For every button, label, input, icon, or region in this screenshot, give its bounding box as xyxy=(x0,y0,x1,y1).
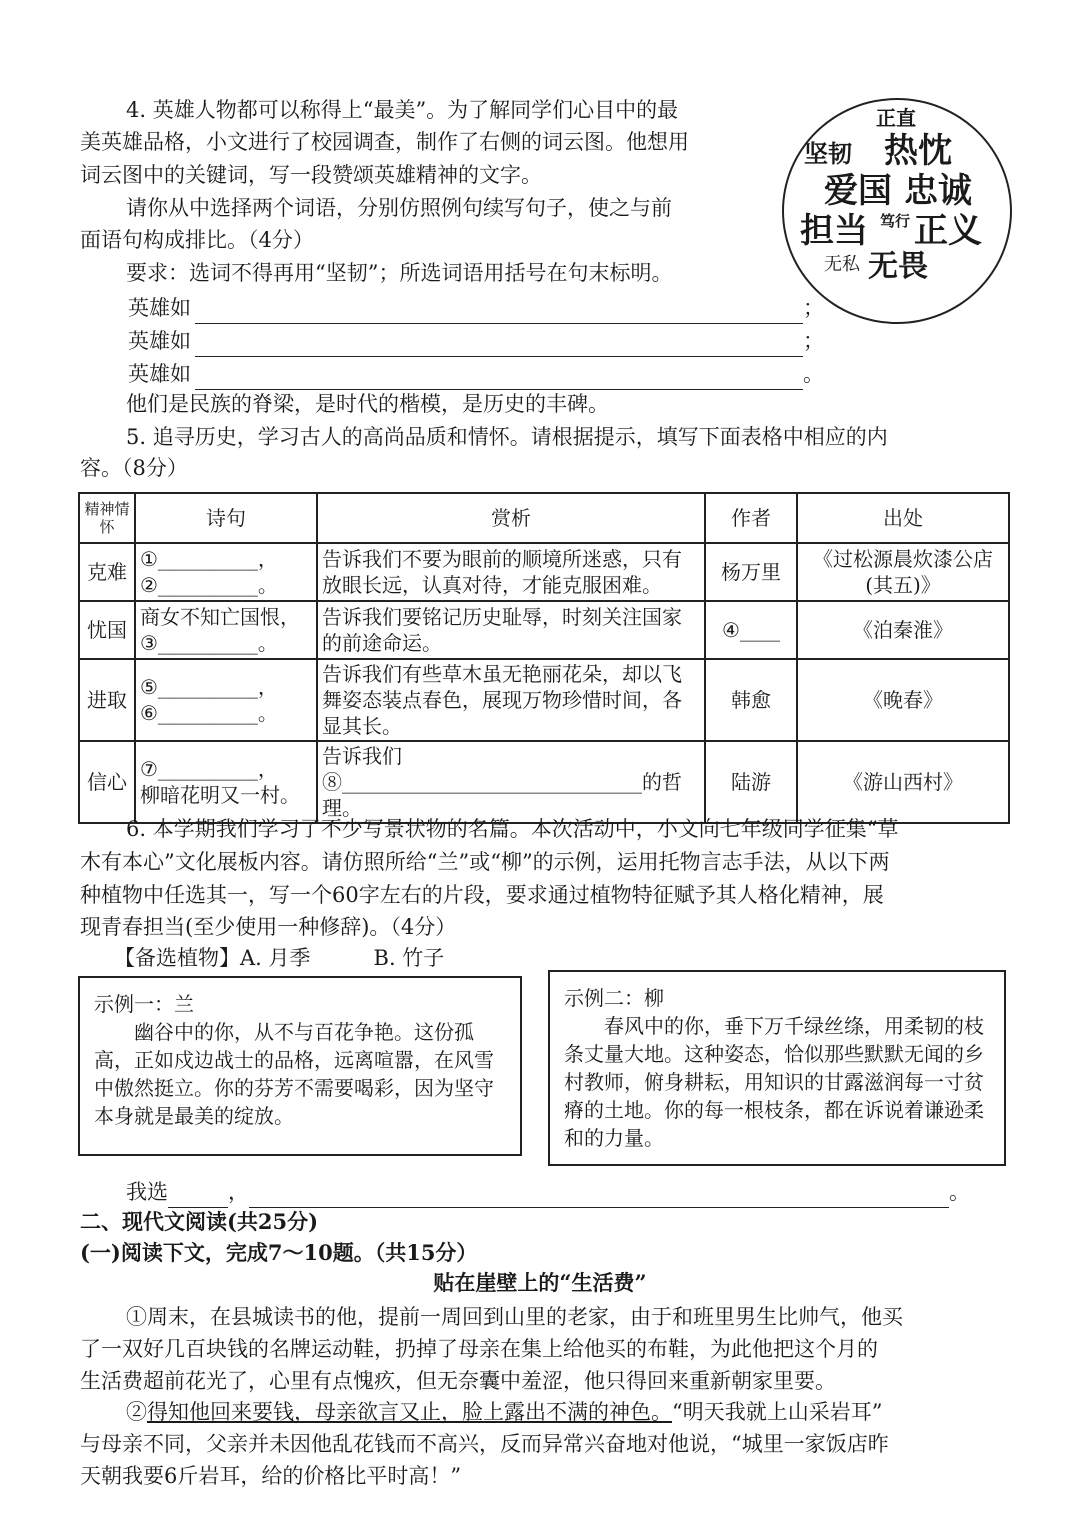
q4-line: 词云图中的关键词，写一段赞颂英雄精神的文字。 xyxy=(80,163,542,187)
cloud-word: 热忱 xyxy=(884,131,952,171)
header-author: 作者 xyxy=(705,493,797,543)
cloud-word: 坚韧 xyxy=(804,139,852,168)
cloud-word: 无私 xyxy=(824,254,860,275)
cloud-word: 正义 xyxy=(914,211,982,251)
header-analysis: 赏析 xyxy=(317,493,705,543)
q6-line: 6. 本学期我们学习了不少写景状物的名篇。本次活动中，小文向七年级同学征集“草 xyxy=(126,817,899,841)
q4-line: 面语句构成排比。（4分） xyxy=(80,228,314,252)
q6-line: 木有本心”文化展板内容。请仿照所给“兰”或“柳”的示例，运用托物言志手法，从以下两 xyxy=(80,850,890,874)
article-line: 天朝我要6斤岩耳，给的价格比平时高！” xyxy=(80,1464,462,1488)
article-line: ①周末，在县城读书的他，提前一周回到山里的老家，由于和班里男生比帅气，他买 xyxy=(126,1305,903,1329)
q4-requirement: 要求：选词不得再用“坚韧”；所选词语用括号在句末标明。 xyxy=(126,261,673,285)
table-row: 忧国 商女不知亡国恨， ③__________。 告诉我们要铭记历史耻辱，时刻关注国家的前途命运。 ④____ 《泊秦淮》 xyxy=(79,601,1009,659)
table-row: 信心 ⑦__________， 柳暗花明又一村。 告诉我们⑧______________________________的哲理。 陆游 《游山西村》 xyxy=(79,741,1009,823)
example-text: 幽谷中的你，从不与百花争艳。这份孤高，正如戍边战士的品格，远离喧嚣，在风雪中傲然挺立。你的芬芳不需要喝彩，因为坚守本身就是最美的绽放。 xyxy=(94,1020,494,1128)
q6-line: 现青春担当(至少使用一种修辞)。（4分） xyxy=(80,915,457,939)
example-box-2 xyxy=(548,970,1006,1166)
table-row: 进取 ⑤__________， ⑥__________。 告诉我们有些草木虽无艳丽花朵，却以飞舞姿态装点春色，展现万物珍惜时间，各显其长。 韩愈 《晚春》 xyxy=(79,659,1009,741)
q4-line: 请你从中选择两个词语，分别仿照例句续写句子，使之与前 xyxy=(126,196,672,220)
header-poem: 诗句 xyxy=(135,493,317,543)
q5-line: 5. 追寻历史，学习古人的高尚品质和情怀。请根据提示，填写下面表格中相应的内 xyxy=(126,425,888,449)
cloud-word: 正直 xyxy=(876,106,916,130)
cloud-word: 笃行 xyxy=(880,212,911,230)
answer-line-1[interactable]: 英雄如 ； xyxy=(128,292,828,324)
cloud-word: 担当 xyxy=(800,211,868,251)
header-source: 出处 xyxy=(797,493,1009,543)
article-line: 与母亲不同，父亲并未因他乱花钱而不高兴，反而异常兴奋地对他说，“城里一家饭店昨 xyxy=(80,1432,889,1456)
q6-line: 种植物中任选其一，写一个60字左右的片段，要求通过植物特征赋予其人格化精神，展 xyxy=(80,883,884,907)
poetry-table xyxy=(78,492,1010,824)
article-line: ②得知他回来要钱，母亲欲言又止，脸上露出不满的神色。“明天我就上山采岩耳” xyxy=(126,1400,883,1424)
example-text: 春风中的你，垂下万千绿丝绦，用柔韧的枝条丈量大地。这种姿态，恰似那些默默无闻的乡村教师，俯身耕耘，用知识的甘露滋润每一寸贫瘠的土地。你的每一根枝条，都在诉说着谦逊柔和的力量。 xyxy=(564,1014,984,1150)
q6-answer-line[interactable]: 我选 ， 。 xyxy=(126,1176,986,1208)
section-heading: 二、现代文阅读(共25分) xyxy=(80,1209,319,1234)
cloud-word: 无畏 xyxy=(868,249,928,284)
q4-closing: 他们是民族的脊梁，是时代的楷模，是历史的丰碑。 xyxy=(126,392,609,416)
sub-heading: (一)阅读下文，完成7～10题。（共15分） xyxy=(80,1240,478,1265)
cloud-word: 忠诚 xyxy=(904,171,972,211)
q6-options: 【备选植物】A. 月季 B. 竹子 xyxy=(114,946,445,970)
answer-line-2[interactable]: 英雄如 ； xyxy=(128,325,828,357)
example-title: 示例一：兰 xyxy=(94,992,194,1016)
q4-line: 美英雄品格，小文进行了校园调查，制作了右侧的词云图。他想用 xyxy=(80,130,689,154)
table-row: 克难 ①__________， ②__________。 告诉我们不要为眼前的顺境所迷惑，只有放眼长远，认真对待，才能克服困难。 杨万里 《过松源晨炊漆公店(其五)》 xyxy=(79,543,1009,601)
q4-line: 4. 英雄人物都可以称得上“最美”。为了解同学们心目中的最 xyxy=(126,98,679,122)
example-box-1 xyxy=(78,976,522,1156)
article-line: 了一双好几百块钱的名牌运动鞋，扔掉了母亲在集上给他买的布鞋，为此他把这个月的 xyxy=(80,1337,878,1361)
article-title: 贴在崖壁上的“生活费” xyxy=(433,1270,647,1295)
example-title: 示例二：柳 xyxy=(564,986,664,1010)
word-cloud-image xyxy=(782,98,1012,324)
cloud-word: 爱国 xyxy=(824,171,892,211)
article-line: 生活费超前花光了，心里有点愧疚，但无奈囊中羞涩，他只得回来重新朝家里要。 xyxy=(80,1369,836,1393)
answer-line-3[interactable]: 英雄如 。 xyxy=(128,358,828,390)
q5-line: 容。（8分） xyxy=(80,456,188,480)
header-spirit: 精神情怀 xyxy=(79,493,135,543)
